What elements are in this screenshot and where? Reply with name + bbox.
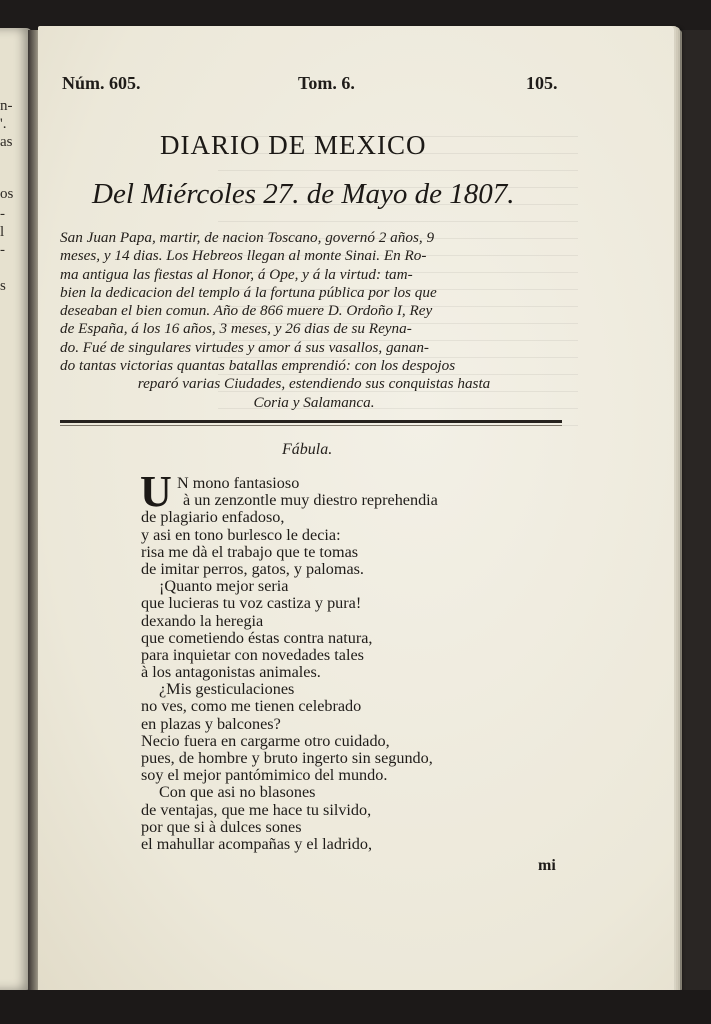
left-page-fragment: os [0,186,14,202]
newspaper-title: DIARIO DE MEXICO [160,130,427,160]
section-divider-thin [60,425,562,426]
poem-line: N mono fantasioso [177,474,300,492]
drop-cap: U [140,467,172,516]
left-page-fragment: n- [0,98,13,114]
poem-line: para inquietar con novedades tales [141,645,364,664]
summary-line: ma antigua las fiestas al Honor, á Ope, y á la virtud: tam- [60,265,413,283]
poem-line: por que si à dulces sones [141,817,302,836]
poem-line: à los antagonistas animales. [141,663,321,682]
poem-line: Necio fuera en cargarme otro cuidado, [141,731,390,750]
left-page-fragment: s [0,278,6,294]
poem-line: y asi en tono burlesco le decia: [141,525,341,544]
page-number: 105. [526,73,558,93]
poem-line: pues, de hombre y bruto ingerto sin segundo, [141,749,433,767]
poem-line: de ventajas, que me hace tu silvido, [141,800,372,819]
summary-line: meses, y 14 dias. Los Hebreos llegan al monte Sinai. En Ro- [60,247,427,265]
poem-line: no ves, como me tienen celebrado [141,697,362,716]
section-divider [60,420,562,423]
poem-line: de plagiario enfadoso, [141,508,285,527]
poem-line: el mahullar acompañas y el ladrido, [141,834,373,853]
summary-line: de España, á los 16 años, 3 meses, y 26 dias de su Reyna- [60,320,412,338]
summary-line: Coria y Salamanca. [253,393,375,411]
summary-line: bien la dedicacion del templo á la fortuna pública por los que [60,283,437,301]
poem-line: en plazas y balcones? [141,714,281,733]
poem-line: à un zenzontle muy diestro reprehendia [183,491,438,510]
left-page-fragment: l [0,224,5,240]
fable-heading: Fábula. [282,441,333,458]
day-summary [60,229,568,412]
fable-poem [141,475,541,853]
poem-line: Con que asi no blasones [159,783,316,802]
summary-line: do tantas victorias quantas batallas emprendió: con los despojos [60,357,456,375]
summary-line: do. Fué de singulares virtudes y amor á sus vasallos, ganan- [60,338,429,356]
tome-number: Tom. 6. [298,73,355,93]
poem-line: ¡Quanto mejor seria [159,577,289,596]
poem-line: ¿Mis gesticulaciones [159,680,295,699]
left-page-fragment: - [0,206,5,222]
summary-line: deseaban el bien comun. Año de 866 muere D. Ordoño I, Rey [60,302,433,320]
poem-line: de imitar perros, gatos, y palomas. [141,559,364,578]
summary-line: reparó varias Ciudades, estendiendo sus conquistas hasta [137,375,491,393]
scan-backdrop-bottom [0,990,711,1024]
left-page-fragment: '. [0,116,7,132]
poem-line: que cometiendo éstas contra natura, [141,628,373,647]
poem-line: que lucieras tu voz castiza y pura! [141,594,362,613]
issue-number: Núm. 605. [62,73,141,93]
poem-line: risa me dà el trabajo que te tomas [141,542,359,561]
summary-line: San Juan Papa, martir, de nacion Toscano, governó 2 años, 9 [60,229,435,246]
poem-line: soy el mejor pantómimico del mundo. [141,766,388,785]
poem-line: dexando la heregia [141,611,264,630]
left-page-fragment: as [0,134,13,150]
catchword: mi [538,857,556,874]
issue-date: Del Miércoles 27. de Mayo de 1807. [92,178,515,210]
left-page-fragment: - [0,242,5,258]
